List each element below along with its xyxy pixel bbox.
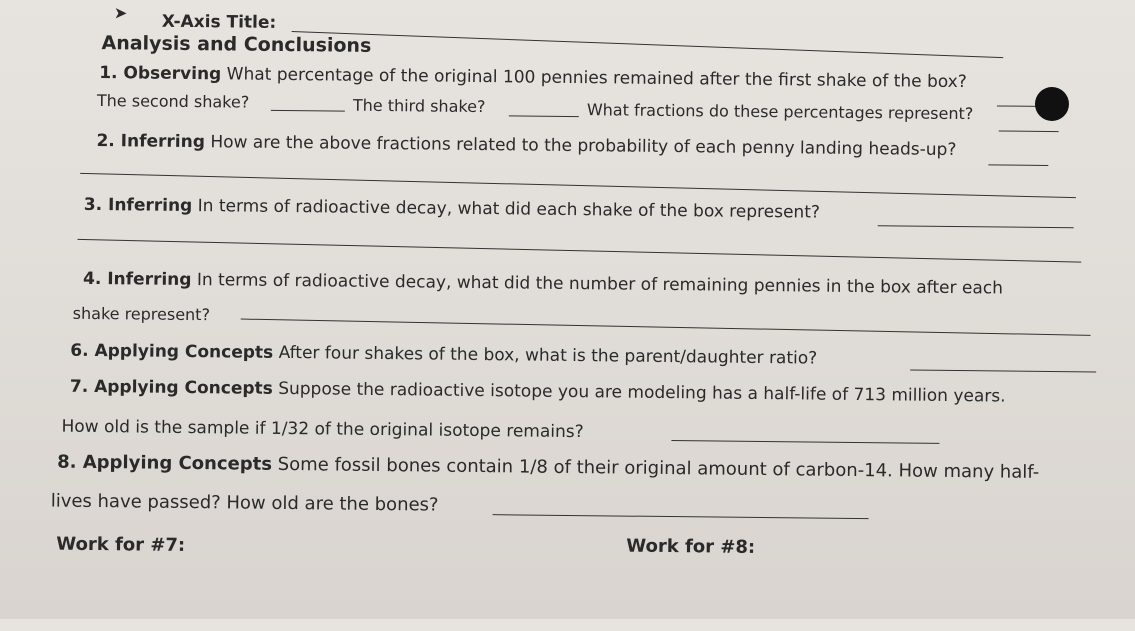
question-4 xyxy=(83,269,1003,299)
question-2-lead: 2. Inferring xyxy=(96,131,206,153)
question-8-text-line1: Some fossil bones contain 1/8 of their original amount of carbon-14. How many half- xyxy=(277,453,1040,483)
question-4-text-line2: shake represent? xyxy=(72,303,211,325)
x-axis-title-label: X-Axis Title: xyxy=(161,11,277,33)
question-7-lead: 7. Applying Concepts xyxy=(69,376,273,399)
question-2-text: How are the above fractions related to the probability of each penny landing heads-up? xyxy=(210,132,957,161)
work-for-7-label: Work for #7: xyxy=(56,533,186,556)
q1-fractions-answer-line[interactable] xyxy=(999,130,1059,132)
q2-answer-line-1[interactable] xyxy=(988,164,1048,166)
question-1 xyxy=(99,63,967,92)
question-4-lead: 4. Inferring xyxy=(82,268,192,291)
question-6-text: After four shakes of the box, what is the parent/daughter ratio? xyxy=(278,342,818,369)
black-dot-marker xyxy=(1035,87,1069,121)
question-6-lead: 6. Applying Concepts xyxy=(70,340,274,363)
cursor-arrow-icon: ➤ xyxy=(113,3,128,23)
q7-answer-line[interactable] xyxy=(671,440,939,444)
q1-second-shake-label: The second shake? xyxy=(96,91,250,112)
question-7-text-line1: Suppose the radioactive isotope you are modeling has a half-life of 713 million years. xyxy=(278,378,1006,407)
q8-answer-line[interactable] xyxy=(493,514,869,519)
question-3-lead: 3. Inferring xyxy=(83,194,193,217)
q3-answer-line-2[interactable] xyxy=(77,239,1081,263)
question-8-text-line2: lives have passed? How old are the bones? xyxy=(50,490,439,516)
question-4-text-line1: In terms of radioactive decay, what did the number of remaining pennies in the box after each xyxy=(196,270,1004,299)
section-title: Analysis and Conclusions xyxy=(101,32,372,57)
x-axis-title-answer-line[interactable] xyxy=(292,31,1004,58)
question-6 xyxy=(70,341,817,369)
q1-second-shake-answer-line[interactable] xyxy=(271,110,345,112)
question-1-text: What percentage of the original 100 pennies remained after the first shake of the box? xyxy=(226,64,967,93)
q1-third-shake-label: The third shake? xyxy=(352,95,486,117)
question-8-lead: 8. Applying Concepts xyxy=(57,451,273,475)
q2-answer-line-2[interactable] xyxy=(80,173,1076,198)
question-3 xyxy=(84,195,820,223)
question-2 xyxy=(96,131,956,160)
question-7-text-line2: How old is the sample if 1/32 of the original isotope remains? xyxy=(61,416,584,443)
q1-fractions-label: What fractions do these percentages represent? xyxy=(586,100,974,124)
question-1-lead: 1. Observing xyxy=(99,63,222,85)
q6-answer-line[interactable] xyxy=(910,370,1096,373)
question-3-text: In terms of radioactive decay, what did each shake of the box represent? xyxy=(197,196,821,223)
question-8 xyxy=(57,453,1039,483)
q4-answer-line[interactable] xyxy=(241,319,1091,336)
q1-third-shake-answer-line[interactable] xyxy=(509,115,579,117)
work-for-8-label: Work for #8: xyxy=(626,535,756,558)
q3-answer-line-1[interactable] xyxy=(878,225,1074,228)
question-7 xyxy=(70,377,1006,407)
